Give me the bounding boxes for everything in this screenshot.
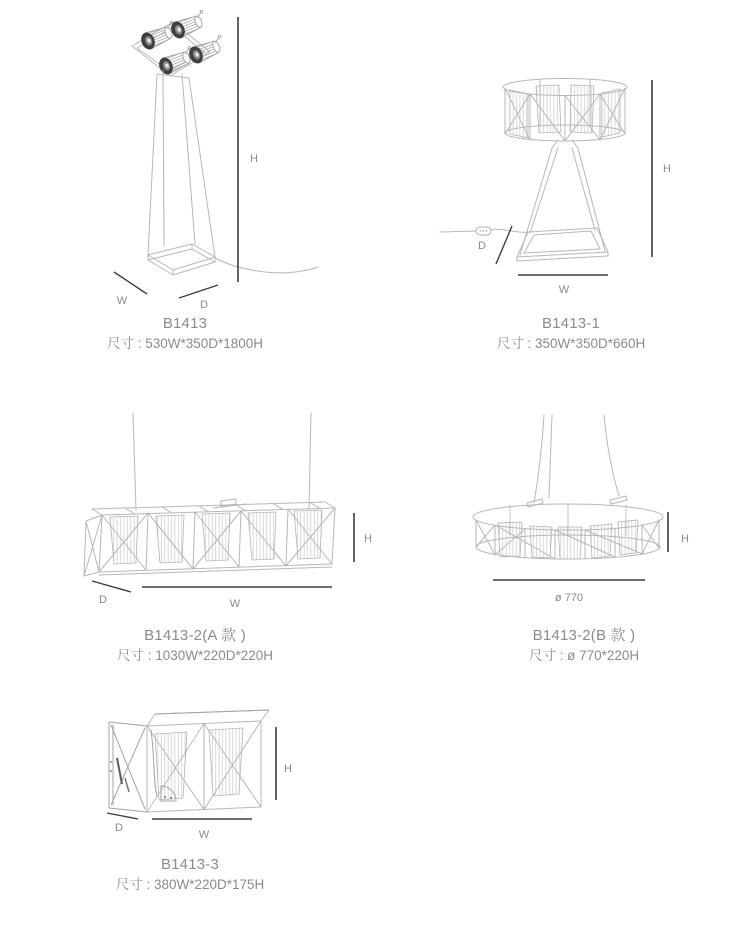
width-label: W <box>198 829 210 841</box>
product-code: B1413 <box>162 315 208 332</box>
product-size: 尺寸 : 1030W*220D*220H <box>116 648 274 663</box>
product-caption <box>40 855 340 894</box>
width-dimension-line <box>114 272 147 294</box>
round-pendant-sketch <box>450 408 710 608</box>
diameter-label: ø 770 <box>554 592 584 604</box>
power-cord <box>215 258 318 273</box>
mount-bracket <box>213 499 246 508</box>
width-label: W <box>116 295 128 307</box>
pleated-panels <box>155 728 243 800</box>
height-label: H <box>250 153 258 165</box>
box-truss <box>147 710 269 812</box>
truss-body <box>84 502 335 576</box>
product-size: 尺寸 : ø 770*220H <box>528 648 640 663</box>
base-frame <box>148 244 215 275</box>
power-cord <box>440 227 528 235</box>
product-code: B1413-2(A 款 ) <box>144 627 246 644</box>
wall-lamp-sketch <box>95 700 295 840</box>
product-code: B1413-3 <box>160 856 220 873</box>
height-label: H <box>681 533 689 545</box>
depth-dimension-line <box>107 813 138 819</box>
suspension-wires <box>133 413 311 510</box>
spotlight-icon <box>138 10 227 77</box>
ring-truss <box>473 504 663 559</box>
width-label: W <box>229 598 241 610</box>
wall-plate <box>109 722 147 812</box>
product-size: 尺寸 : 530W*350D*1800H <box>106 336 264 351</box>
floor-lamp-sketch <box>78 8 318 311</box>
depth-label: D <box>478 240 486 252</box>
height-label: H <box>364 533 372 545</box>
linear-pendant-sketch <box>78 413 378 613</box>
depth-label: D <box>99 594 107 606</box>
depth-label: D <box>200 299 208 311</box>
product-caption <box>45 626 345 665</box>
product-code: B1413-2(B 款 ) <box>532 627 636 644</box>
width-label: W <box>558 284 570 296</box>
tower-legs <box>148 70 215 257</box>
depth-label: D <box>115 822 123 834</box>
product-code: B1413-1 <box>541 315 601 332</box>
product-caption <box>421 314 721 353</box>
product-size: 尺寸 : 380W*220D*175H <box>115 877 265 892</box>
depth-dimension-line <box>496 226 512 264</box>
pleated-panels <box>110 510 322 564</box>
truss-shade <box>503 79 627 142</box>
height-label: H <box>284 763 292 775</box>
depth-dimension-line <box>92 581 131 592</box>
product-size: 尺寸 : 350W*350D*660H <box>496 336 646 351</box>
base-frame <box>517 228 608 261</box>
table-lamp-sketch <box>440 60 700 300</box>
height-label: H <box>663 163 671 175</box>
depth-dimension-line <box>179 285 218 298</box>
suspension-wires <box>527 415 627 507</box>
product-caption <box>35 314 335 353</box>
product-caption <box>434 626 734 665</box>
